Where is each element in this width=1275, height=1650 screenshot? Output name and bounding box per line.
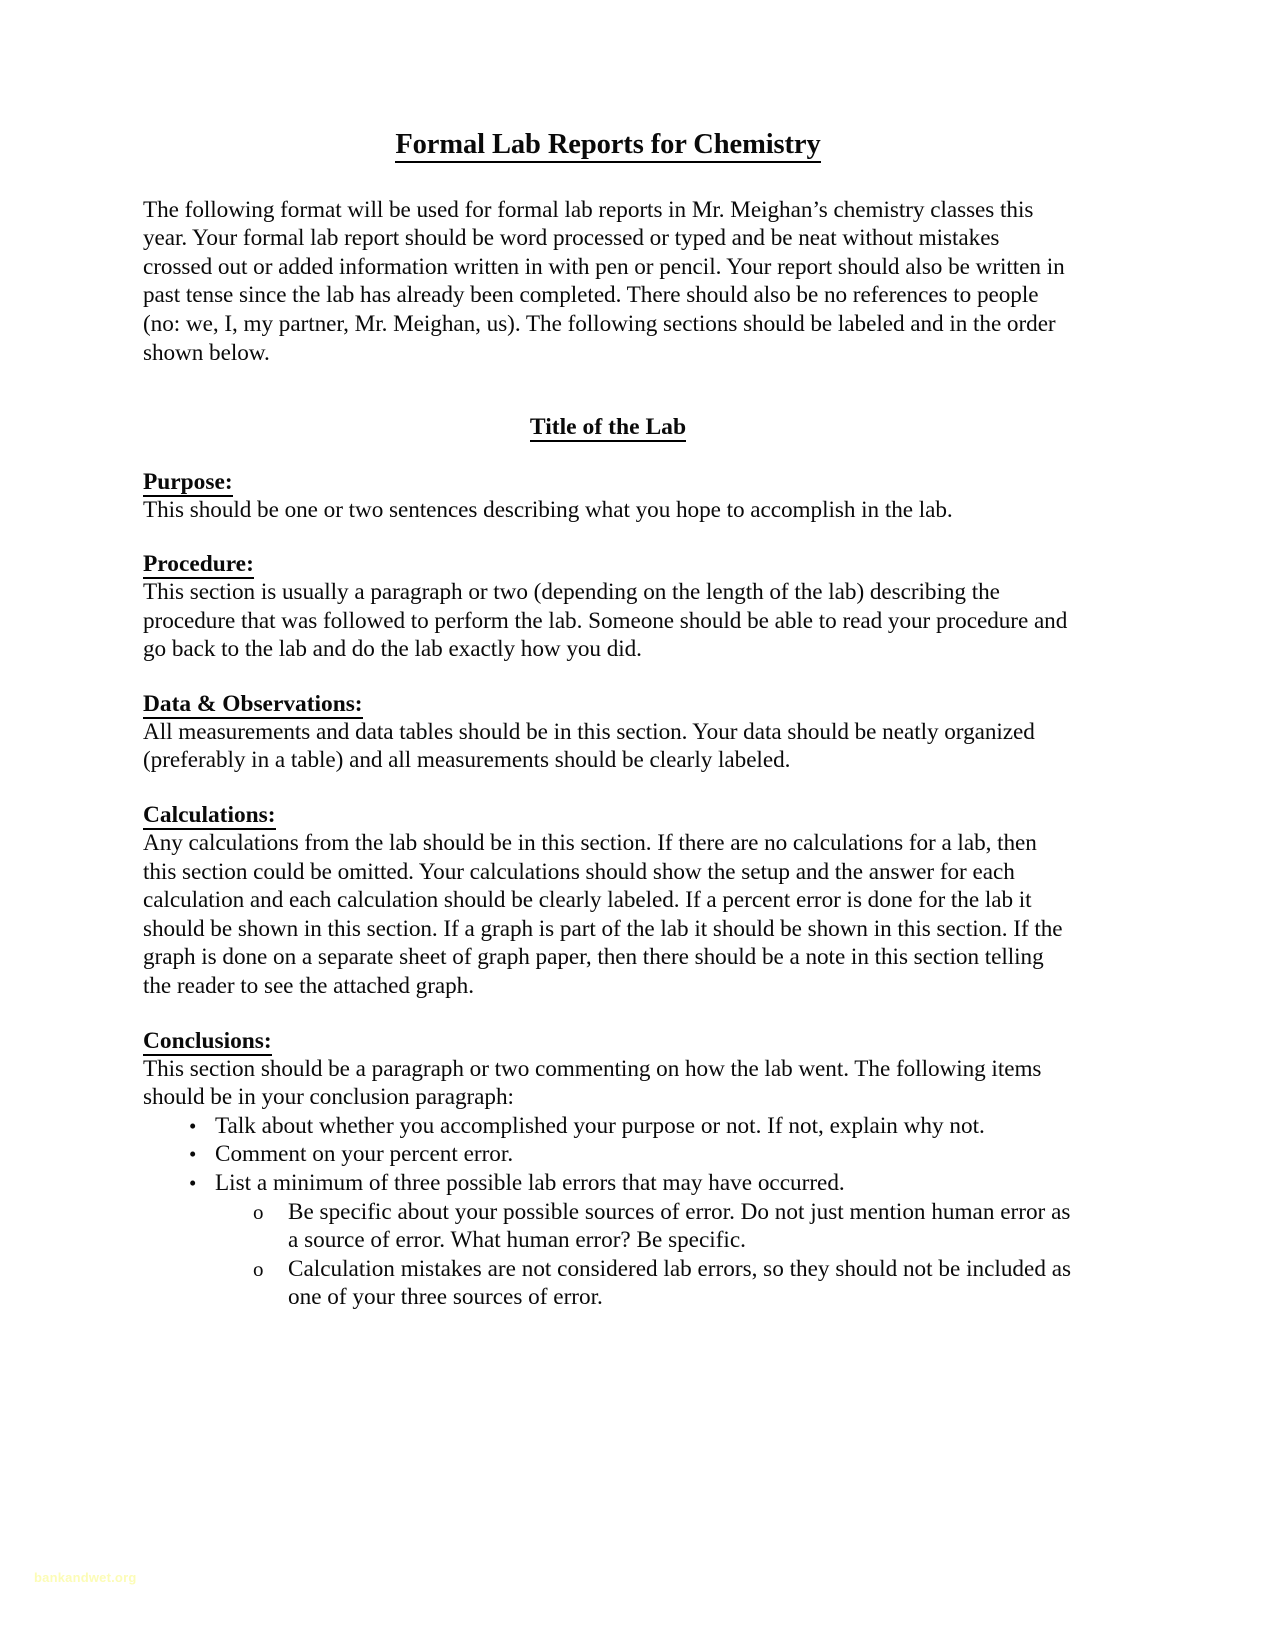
bullet-disc-icon: • (189, 1171, 197, 1195)
list-item (143, 1255, 1073, 1312)
section-body-data-observations: All measurements and data tables should be in this section. Your data should be neatly organized (preferably in a table) and all measurements should be clearly labeled. (143, 718, 1035, 774)
section-heading-procedure (143, 551, 1073, 577)
section-body-conclusions: This section should be a paragraph or two commenting on how the lab went. The following items should be in your conclusion paragraph: (143, 1055, 1042, 1111)
intro-paragraph: The following format will be used for formal lab reports in Mr. Meighan’s chemistry classes this year. Your formal lab report should be word processed or typed and be neat without mistakes crossed out or added information written in with pen or pencil. Your report should also be written in past tense since the lab has already been completed. There should also be no references to people (no: we, I, my partner, Mr. Meighan, us). The following sections should be labeled and in the order shown below. (143, 196, 1065, 366)
conclusion-bullet-list (143, 1112, 1073, 1198)
list-item-label: Be specific about your possible sources of error. Do not just mention human error as a source of error. What human error? Be specific. (288, 1198, 1071, 1254)
section-heading-data-observations (143, 691, 1073, 717)
section-body-procedure: This section is usually a paragraph or two (depending on the length of the lab) describing the procedure that was followed to perform the lab. Someone should be able to read your procedure and go back to the lab and do the lab exactly how you did. (143, 579, 1068, 663)
section-heading-conclusions-text: Conclusions: (143, 1027, 272, 1054)
list-item (143, 1112, 1073, 1141)
spacer (143, 775, 1073, 802)
bullet-disc-icon: • (189, 1142, 197, 1167)
lab-title-heading (143, 413, 1073, 441)
document-content (143, 128, 1073, 1312)
spacer (143, 367, 1073, 413)
lab-title-heading-text: Title of the Lab (529, 414, 687, 441)
spacer (143, 442, 1073, 469)
bullet-circle-icon: o (253, 1256, 264, 1281)
section-heading-purpose-text: Purpose: (143, 468, 233, 495)
section-heading-procedure-text: Procedure: (143, 551, 254, 578)
spacer (143, 524, 1073, 551)
spacer (143, 664, 1073, 691)
watermark: bankandwet.org (34, 1570, 137, 1585)
list-item-label: List a minimum of three possible lab errors that may have occurred. (215, 1170, 845, 1196)
page-title (143, 128, 1073, 162)
section-body-calculations: Any calculations from the lab should be in this section. If there are no calculations for a lab, then this section could be omitted. Your calculations should show the setup and the answer for each calculation and each calculation should be clearly labeled. If a percent error is done for the lab it should be shown in this section. If a graph is part of the lab it should be shown in this section. If the graph is done on a separate sheet of graph paper, then there should be a note in this section telling the reader to see the attached graph. (143, 830, 1063, 1000)
bullet-circle-icon: o (253, 1199, 264, 1224)
section-heading-conclusions (143, 1028, 1073, 1054)
section-heading-calculations-text: Calculations: (143, 802, 276, 829)
section-heading-calculations (143, 802, 1073, 828)
list-item-label: Talk about whether you accomplished your purpose or not. If not, explain why not. (215, 1112, 985, 1139)
spacer (143, 1001, 1073, 1028)
bullet-disc-icon: • (189, 1113, 197, 1138)
section-heading-data-observations-text: Data & Observations: (143, 690, 363, 717)
conclusion-sub-bullet-list (143, 1198, 1073, 1312)
list-item (143, 1198, 1073, 1255)
section-heading-purpose (143, 469, 1073, 495)
list-item (143, 1140, 1073, 1169)
list-item-label: Calculation mistakes are not considered lab errors, so they should not be included as one of your three sources of error. (288, 1255, 1072, 1311)
list-item-label: Comment on your percent error. (215, 1141, 514, 1168)
list-item (143, 1169, 1073, 1198)
section-body-purpose: This should be one or two sentences describing what you hope to accomplish in the lab. (143, 496, 953, 523)
page-title-text: Formal Lab Reports for Chemistry (395, 129, 820, 163)
